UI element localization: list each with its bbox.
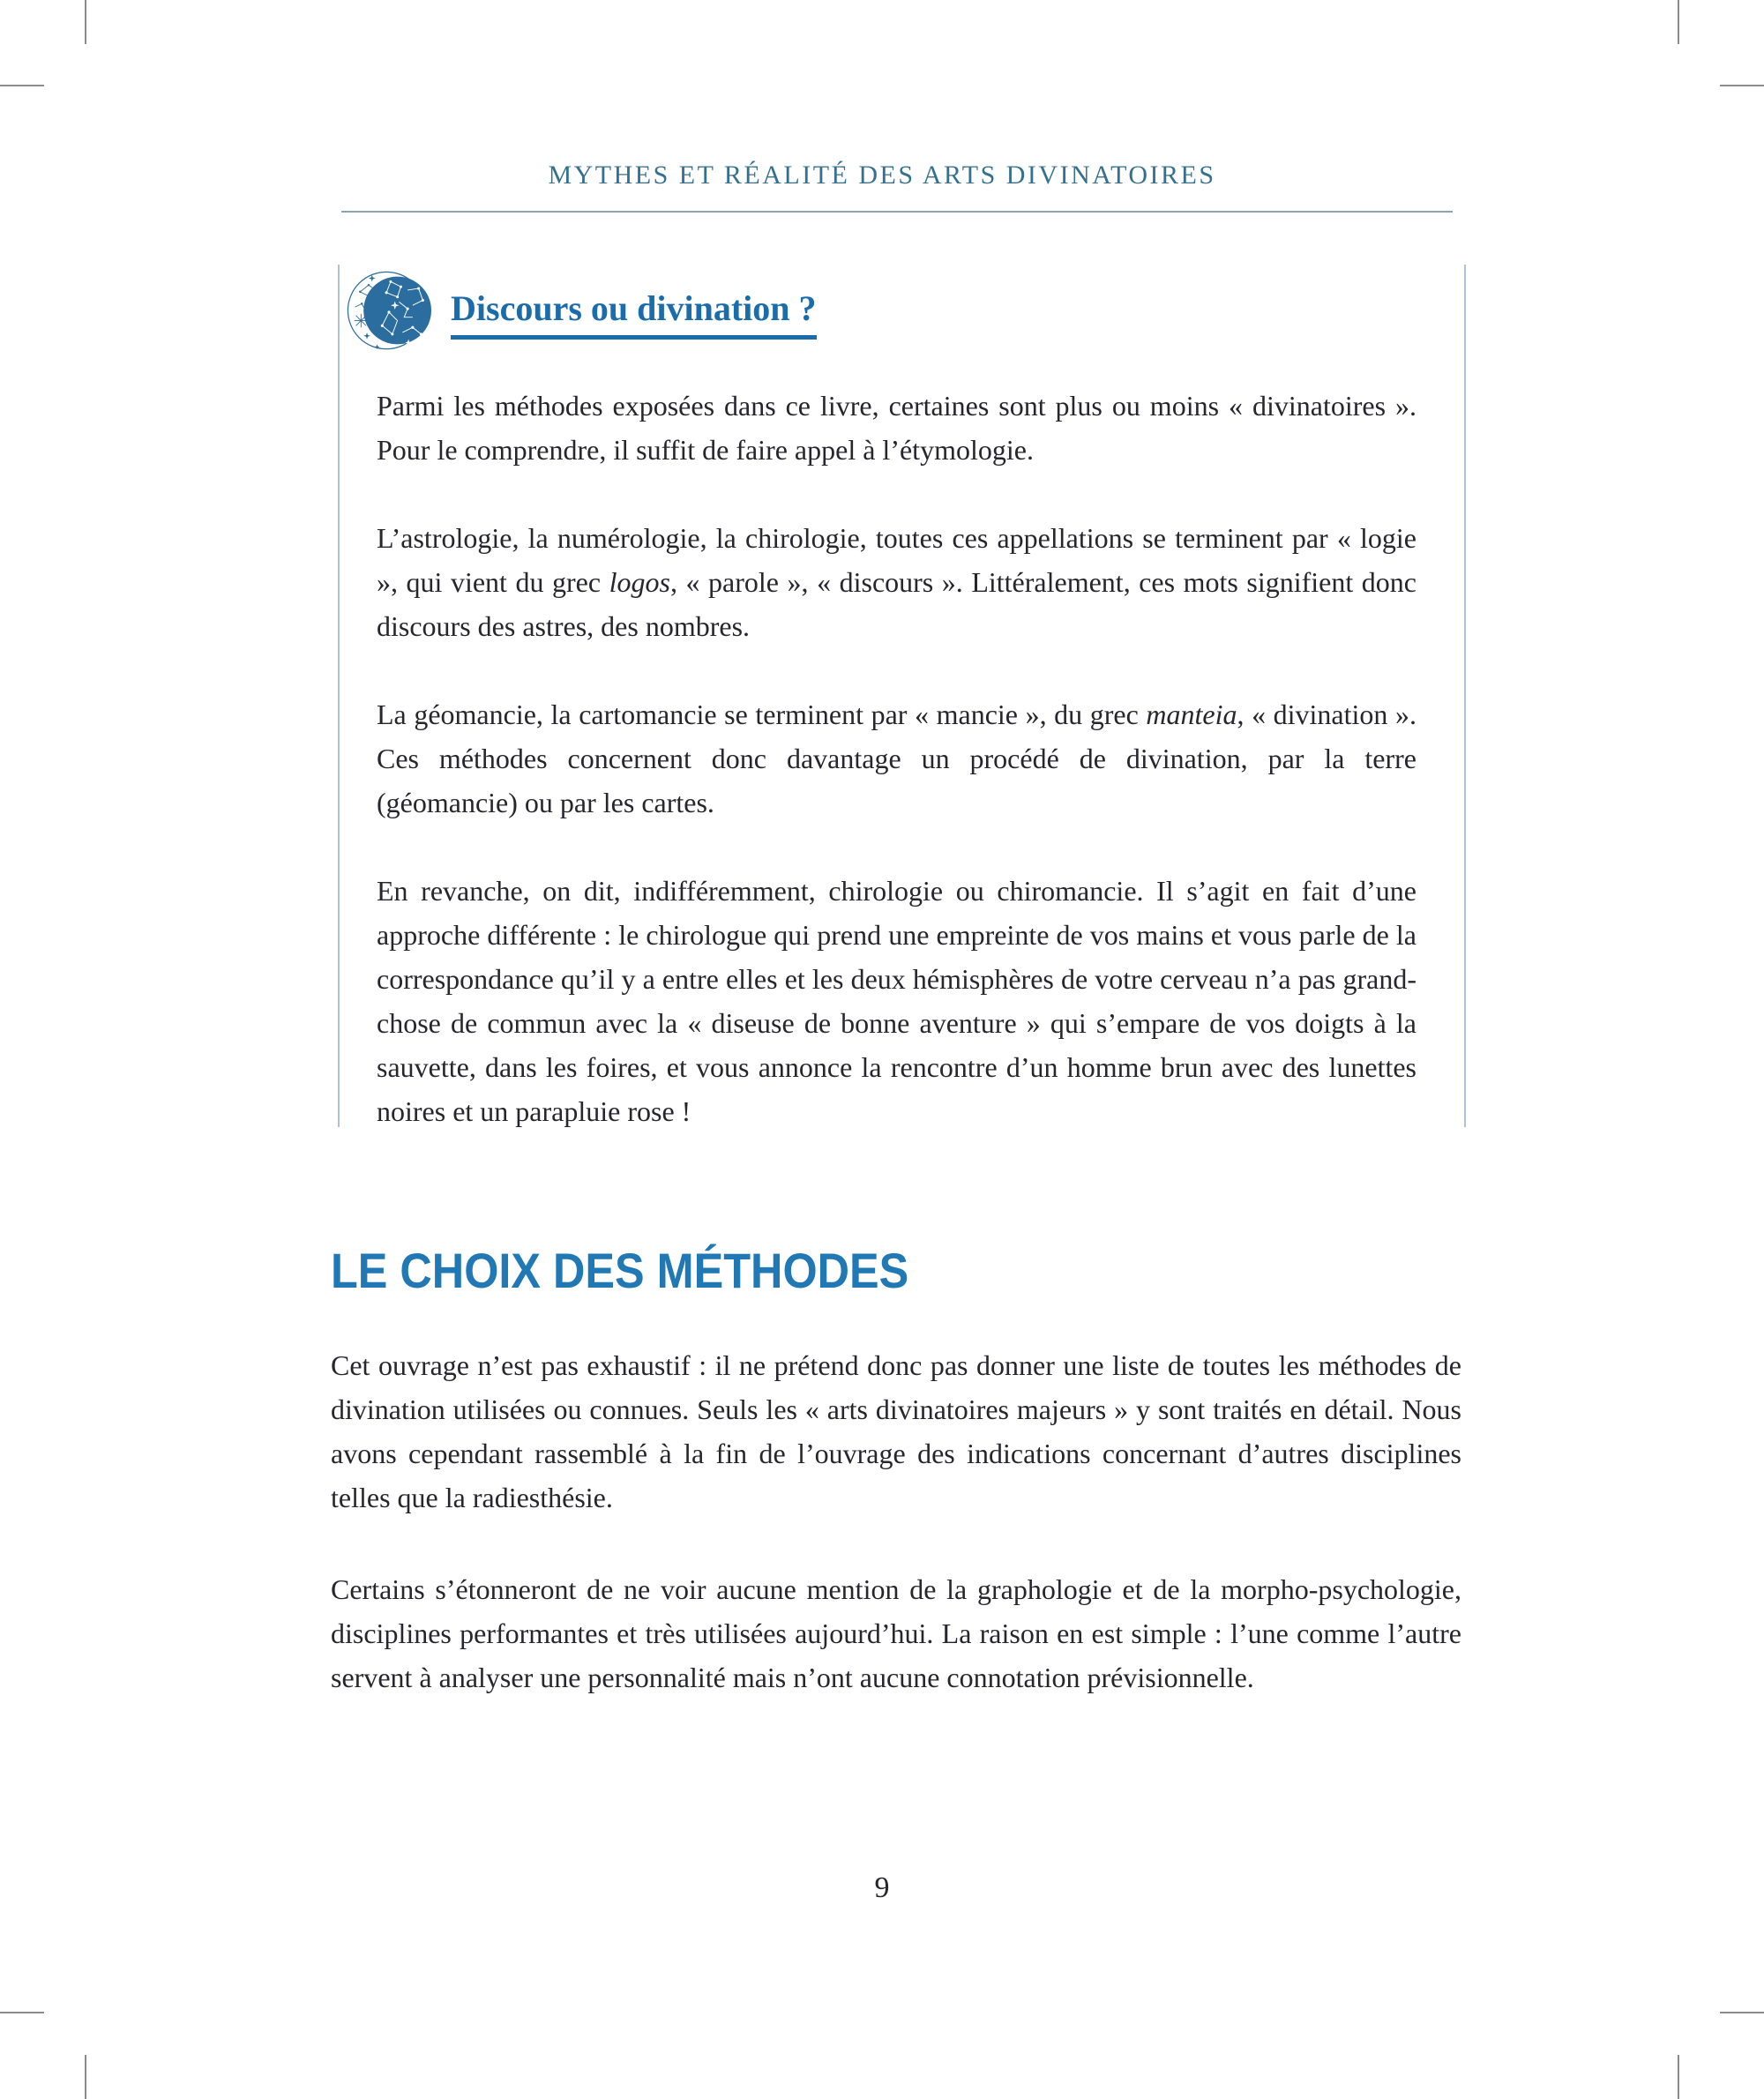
crop-mark-bottom-right-horizontal [1720, 2012, 1764, 2013]
aside-box [338, 265, 1466, 1127]
header-rule [341, 211, 1453, 213]
crop-mark-top-right-horizontal [1720, 85, 1764, 86]
aside-paragraph-3 [377, 692, 1416, 825]
paragraph-text: La géomancie, la cartomancie se terminent par « mancie », du grec [377, 698, 1147, 730]
section-body [331, 1343, 1461, 1747]
section-heading: LE CHOIX DES MÉTHODES [331, 1243, 909, 1298]
crop-mark-bottom-left-horizontal [0, 2012, 44, 2013]
italic-term-manteia: manteia [1146, 698, 1237, 730]
section-paragraph-2: Certains s’étonneront de ne voir aucune mention de la graphologie et de la morpho-psychologie, disciplines performantes et très utilisées aujourd’hui. La raison en est simple : l’une comme l’autre servent à analyser une personnalité mais n’ont aucune connotation prévisionnelle. [331, 1573, 1461, 1693]
paragraph-text: L’astrologie, la numérologie, la chirologie, toutes ces appellations se terminent par « logie », qui vient du grec [377, 522, 1416, 598]
running-header: MYTHES ET RÉALITÉ DES ARTS DIVINATOIRES [548, 161, 1216, 190]
crop-mark-top-left-horizontal [0, 85, 44, 86]
crop-mark-top-right-vertical [1678, 0, 1679, 44]
aside-box-heading: Discours ou divination ? [451, 289, 817, 340]
aside-box-body [340, 384, 1464, 1133]
aside-paragraph-1: Parmi les méthodes exposées dans ce livre, certaines sont plus ou moins « divinatoires ». Pour le comprendre, il suffit de faire appel à l’étymologie. [377, 390, 1416, 466]
crop-mark-bottom-left-vertical [85, 2055, 86, 2099]
italic-term-logos: logos [609, 566, 670, 598]
paragraph-text: , « parole », « discours ». Littéralement, ces mots signifient donc discours des astres, des nombres. [377, 566, 1417, 642]
page-number: 9 [874, 1871, 890, 1904]
crop-mark-top-left-vertical [85, 0, 86, 44]
section-paragraph-1: Cet ouvrage n’est pas exhaustif : il ne prétend donc pas donner une liste de toutes les méthodes de divination utilisées ou connues. Seuls les « arts divinatoires majeurs » y sont traités en détail. Nous avons cependant rassemblé à la fin de l’ouvrage des indications concernant d’autres disciplines telles que la radiesthésie. [331, 1349, 1461, 1513]
moon-constellations-icon [347, 266, 431, 355]
aside-paragraph-2 [377, 516, 1416, 648]
paragraph-text: , « divination ». Ces méthodes concernent donc davantage un procédé de divination, par la terre (géomancie) ou par les cartes. [377, 698, 1417, 818]
aside-paragraph-4: En revanche, on dit, indifféremment, chirologie ou chiromancie. Il s’agit en fait d’une approche différente : le chirologue qui prend une empreinte de vos mains et vous parle de la correspondance qu’il y a entre elles et les deux hémisphères de votre cerveau n’a pas grand-chose de commun avec la « diseuse de bonne aventure » qui s’empare de vos doigts à la sauvette, dans les foires, et vous annonce la rencontre d’un homme brun avec des lunettes noires et un parapluie rose ! [377, 875, 1416, 1127]
crop-mark-bottom-right-vertical [1678, 2055, 1679, 2099]
